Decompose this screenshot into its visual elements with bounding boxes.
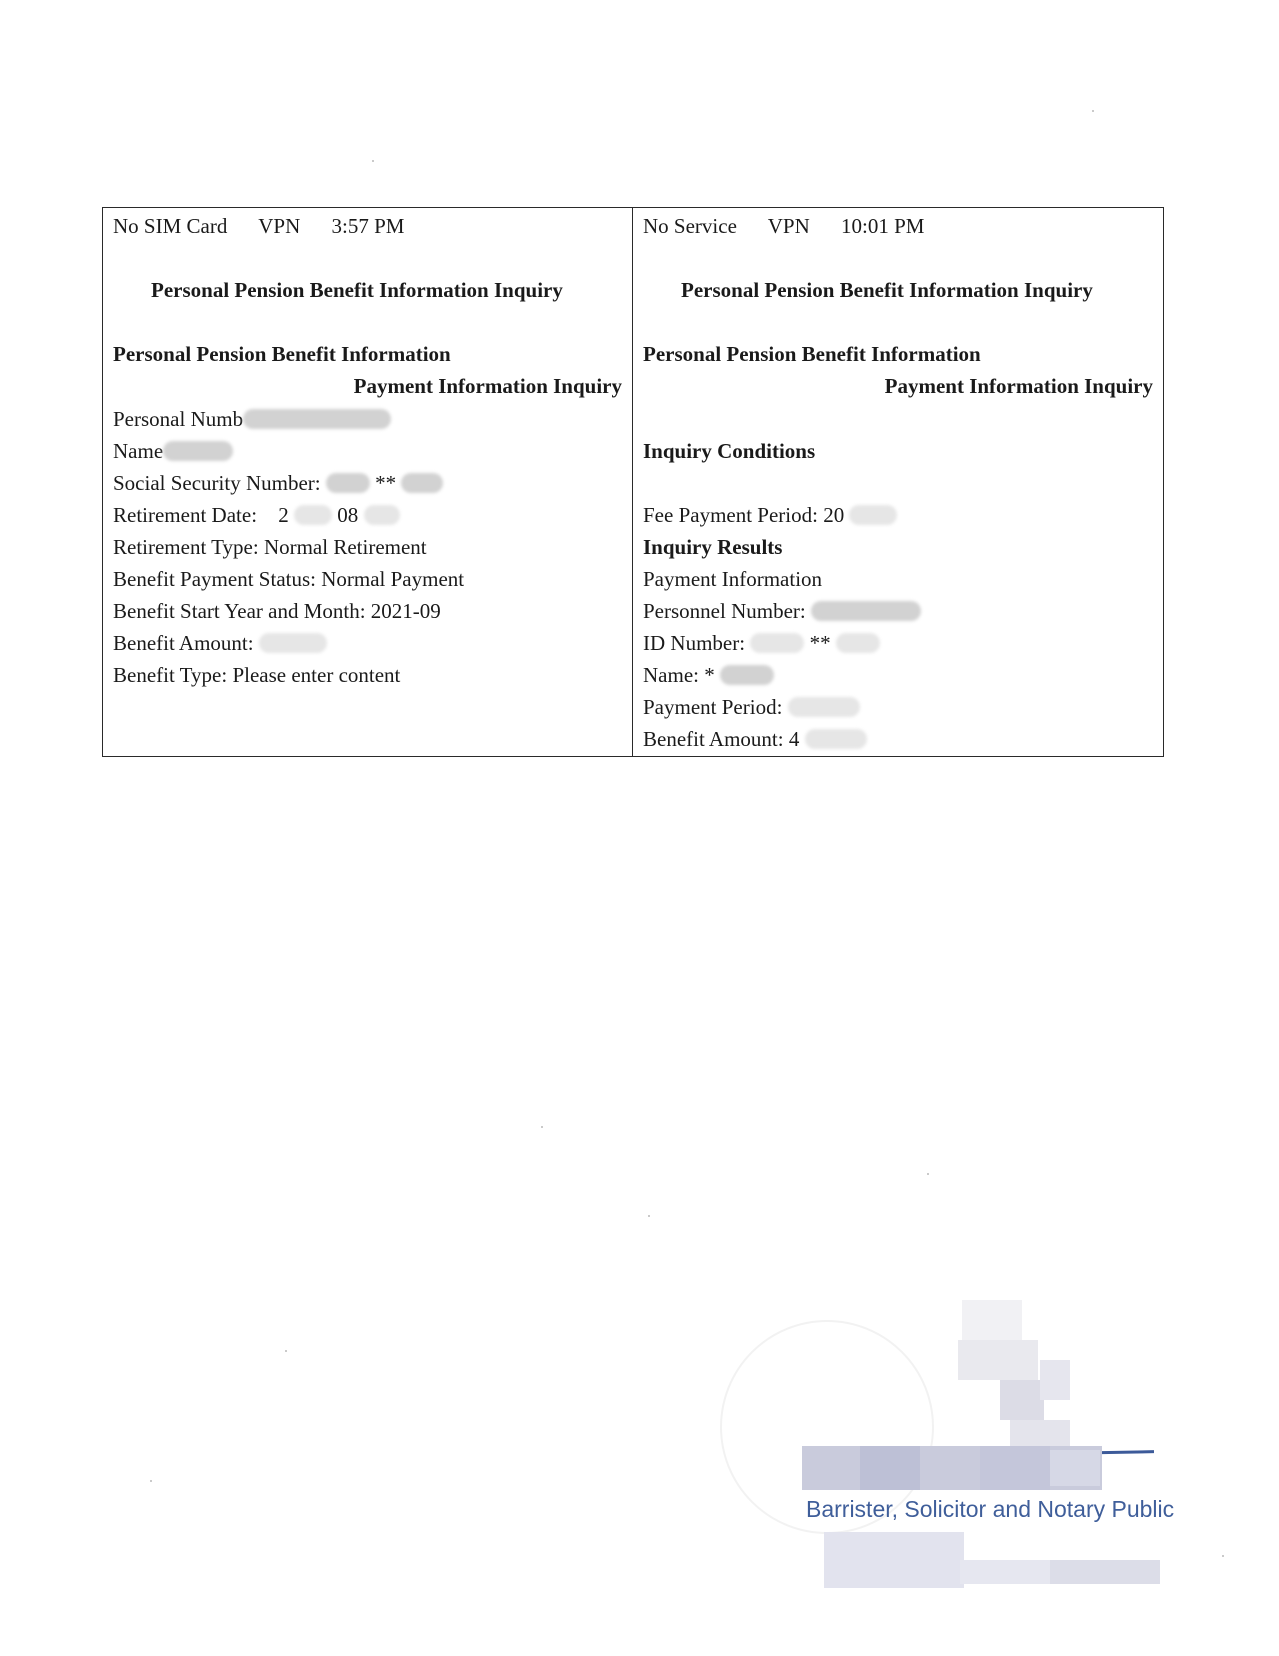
redaction-mark bbox=[788, 697, 860, 717]
inquiry-results-heading: Inquiry Results bbox=[643, 535, 783, 559]
redaction-mark bbox=[750, 633, 804, 653]
vpn-indicator: VPN bbox=[767, 214, 810, 238]
payment-status: Benefit Payment Status: Normal Payment bbox=[113, 567, 465, 591]
left-screenshot-panel bbox=[103, 208, 633, 756]
retirement-date-row bbox=[113, 502, 400, 528]
status-bar bbox=[113, 213, 430, 239]
page-title: Personal Pension Benefit Information Inquiry bbox=[681, 278, 1093, 302]
personnel-number-row bbox=[643, 598, 921, 624]
ssn-row bbox=[113, 470, 443, 496]
retirement-date-label: Retirement Date: bbox=[113, 503, 258, 527]
clock: 3:57 PM bbox=[331, 214, 405, 238]
redaction-mark bbox=[163, 441, 233, 461]
id-number-label: ID Number: bbox=[643, 631, 746, 655]
id-mask: ** bbox=[809, 631, 831, 655]
carrier-status: No Service bbox=[643, 214, 737, 238]
retirement-type: Retirement Type: Normal Retirement bbox=[113, 535, 427, 559]
personal-number-row bbox=[113, 406, 391, 432]
subsection-title: Payment Information Inquiry bbox=[884, 374, 1153, 398]
right-screenshot-panel bbox=[633, 208, 1163, 756]
redaction-mark bbox=[326, 473, 370, 493]
redaction-mark bbox=[259, 633, 327, 653]
subsection-title: Payment Information Inquiry bbox=[353, 374, 622, 398]
redaction-mark bbox=[243, 409, 391, 429]
benefit-amount-row bbox=[643, 726, 867, 752]
section-title: Personal Pension Benefit Information bbox=[113, 342, 451, 366]
retirement-date-part: 2 bbox=[278, 503, 289, 527]
fee-period-row bbox=[643, 502, 897, 528]
name-label: Name bbox=[113, 439, 164, 463]
redaction-mark bbox=[294, 505, 332, 525]
name-label: Name: * bbox=[643, 663, 715, 687]
name-row bbox=[643, 662, 774, 688]
payment-information-label: Payment Information bbox=[643, 567, 823, 591]
payment-period-row bbox=[643, 694, 860, 720]
redaction-mark bbox=[849, 505, 897, 525]
section-title: Personal Pension Benefit Information bbox=[643, 342, 981, 366]
benefit-amount-label: Benefit Amount: 4 bbox=[643, 727, 800, 751]
ssn-mask: ** bbox=[375, 471, 397, 495]
redaction-mark bbox=[720, 665, 774, 685]
name-row bbox=[113, 438, 233, 464]
retirement-date-part: 08 bbox=[337, 503, 359, 527]
benefit-start-month: Benefit Start Year and Month: 2021-09 bbox=[113, 599, 441, 623]
benefit-amount-row bbox=[113, 630, 327, 656]
redaction-mark bbox=[401, 473, 443, 493]
status-bar bbox=[643, 213, 950, 239]
page-title: Personal Pension Benefit Information Inquiry bbox=[151, 278, 563, 302]
benefit-type: Benefit Type: Please enter content bbox=[113, 663, 401, 687]
redaction-mark bbox=[836, 633, 880, 653]
id-number-row bbox=[643, 630, 880, 656]
vpn-indicator: VPN bbox=[258, 214, 301, 238]
personnel-number-label: Personnel Number: bbox=[643, 599, 806, 623]
redaction-mark bbox=[805, 729, 867, 749]
fee-period-label: Fee Payment Period: 20 bbox=[643, 503, 845, 527]
ssn-label: Social Security Number: bbox=[113, 471, 321, 495]
notary-title: Barrister, Solicitor and Notary Public bbox=[806, 1496, 1175, 1522]
carrier-status: No SIM Card bbox=[113, 214, 228, 238]
screenshot-comparison-table bbox=[102, 207, 1164, 757]
inquiry-conditions-heading: Inquiry Conditions bbox=[643, 439, 816, 463]
clock: 10:01 PM bbox=[841, 214, 925, 238]
redaction-mark bbox=[811, 601, 921, 621]
benefit-amount-label: Benefit Amount: bbox=[113, 631, 254, 655]
redaction-mark bbox=[364, 505, 400, 525]
personal-number-label: Personal Numb bbox=[113, 407, 244, 431]
payment-period-label: Payment Period: bbox=[643, 695, 783, 719]
